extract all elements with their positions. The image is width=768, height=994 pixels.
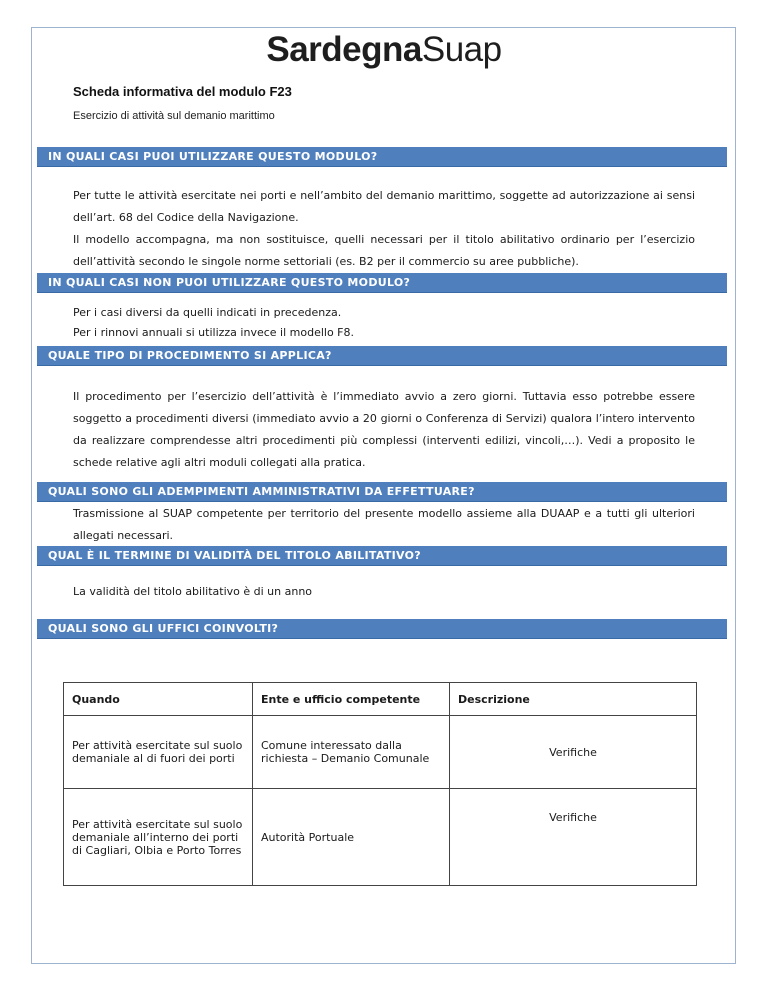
sardegnasuap-logo: SardegnaSuap: [266, 30, 502, 69]
table-cell: Autorità Portuale: [253, 789, 450, 886]
section-paragraph: Il modello accompagna, ma non sostituisce, quelli necessari per il titolo abilitativo ordinario per l’esercizio dell’attività secondo le singole norme settoriali (es. B2 per il commercio su aree pubbliche).: [73, 233, 695, 268]
section-paragraph: Per i casi diversi da quelli indicati in precedenza.: [73, 306, 342, 319]
section-paragraph: Trasmissione al SUAP competente per territorio del presente modello assieme alla DUAAP e a tutti gli ulteriori allegati necessari.: [73, 507, 695, 542]
table-header-row: [64, 683, 697, 716]
section-paragraph: Il procedimento per l’esercizio dell’attività è l’immediato avvio a zero giorni. Tuttavia esso potrebbe essere soggetto a procedimenti diversi (immediato avvio a 20 giorni o Conferenza di Servizi) qualora l’intero intervento da realizzare comprendesse altri procedimenti più complessi (interventi edilizi, vincoli,…). Vedi a proposito le schede relative agli altri moduli collegati alla pratica.: [73, 390, 695, 469]
table-row: [64, 789, 697, 886]
offices-table: [63, 682, 697, 886]
section-heading-validity: QUAL È IL TERMINE DI VALIDITÀ DEL TITOLO ABILITATIVO?: [37, 546, 727, 566]
section-heading-procedure: QUALE TIPO DI PROCEDIMENTO SI APPLICA?: [37, 346, 727, 366]
table-row: [64, 716, 697, 789]
document-title: Scheda informativa del modulo F23: [73, 84, 292, 99]
table-cell: Verifiche: [450, 789, 697, 886]
table-header-descrizione: Descrizione: [450, 683, 697, 716]
document-subtitle: Esercizio di attività sul demanio marittimo: [73, 110, 275, 122]
table-cell: Verifiche: [450, 716, 697, 789]
table-header-ente: Ente e ufficio competente: [253, 683, 450, 716]
section-paragraph: Per i rinnovi annuali si utilizza invece il modello F8.: [73, 326, 355, 339]
section-paragraph: Per tutte le attività esercitate nei porti e nell’ambito del demanio marittimo, soggette ad autorizzazione ai sensi dell’art. 68 del Codice della Navigazione.: [73, 189, 695, 224]
section-heading-offices: QUALI SONO GLI UFFICI COINVOLTI?: [37, 619, 727, 639]
table-cell: Per attività esercitate sul suolo demaniale all’interno dei porti di Cagliari, Olbia e Porto Torres: [64, 789, 253, 886]
section-heading-when-not-to-use: IN QUALI CASI NON PUOI UTILIZZARE QUESTO MODULO?: [37, 273, 727, 293]
section-heading-when-to-use: IN QUALI CASI PUOI UTILIZZARE QUESTO MODULO?: [37, 147, 727, 167]
table-cell: Comune interessato dalla richiesta – Demanio Comunale: [253, 716, 450, 789]
table-cell: Per attività esercitate sul suolo demaniale al di fuori dei porti: [64, 716, 253, 789]
table-header-quando: Quando: [64, 683, 253, 716]
section-paragraph: La validità del titolo abilitativo è di un anno: [73, 585, 313, 598]
section-heading-obligations: QUALI SONO GLI ADEMPIMENTI AMMINISTRATIVI DA EFFETTUARE?: [37, 482, 727, 502]
